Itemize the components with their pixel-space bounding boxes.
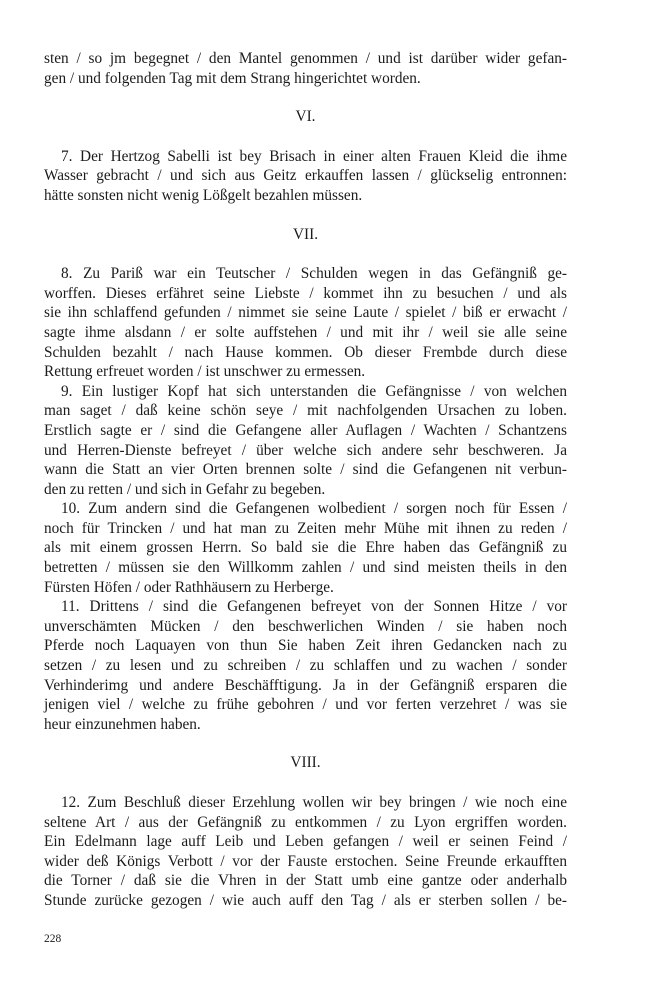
text-line: unverschämten Mücken / den beschwerlichen Winden / sie haben noch <box>44 617 567 635</box>
section-heading: VIII. <box>290 754 321 772</box>
opening-paragraph <box>44 49 567 88</box>
text-line: setzen / zu lesen und zu schreiben / zu schlaffen und zu wachen / sonder <box>44 657 567 675</box>
text-line: als mit einem grossen Herrn. So bald sie die Ehre haben das Gefängniß zu <box>44 539 567 557</box>
text-line: Pferde noch Laquayen von thun Sie haben Zeit ihren Gedancken nach zu <box>44 637 567 655</box>
paragraph-7 <box>44 147 567 206</box>
text-line: wider deß Königs Verbott / vor der Fauste erstochen. Seine Freunde erkaufften <box>44 852 567 870</box>
text-line: Rettung erfreuet worden / ist unschwer zu ermessen. <box>44 363 366 381</box>
paragraph-11 <box>44 597 567 734</box>
text-line: 8. Zu Pariß war ein Teutscher / Schulden wegen in das Gefängniß ge- <box>61 265 567 283</box>
text-line: worffen. Dieses erfähret seine Liebste / kommet ihn zu besuchen / und als <box>44 284 567 302</box>
text-line: 7. Der Hertzog Sabelli ist bey Brisach in einer alten Frauen Kleid die ihme <box>61 147 567 165</box>
text-line: Schulden bezahlt / nach Hause kommen. Ob dieser Frembde durch diese <box>44 343 567 361</box>
text-line: seltene Art / aus der Gefängniß zu entkommen / zu Lyon ergriffen worden. <box>44 813 567 831</box>
text-line: 9. Ein lustiger Kopf hat sich unterstanden die Gefängnisse / von welchen <box>61 382 567 400</box>
text-line: Fürsten Höfen / oder Rathhäusern zu Herberge. <box>44 578 334 596</box>
text-line: 11. Drittens / sind die Gefangenen befreyet von der Sonnen Hitze / vor <box>61 598 567 616</box>
text-line: hätte sonsten nicht wenig Lößgelt bezahlen müssen. <box>44 186 363 204</box>
text-line: Ein Edelmann lage auff Leib und Leben gefangen / weil er seinen Feind / <box>44 833 567 851</box>
section-heading: VII. <box>292 225 319 243</box>
text-line: jenigen viel / welche zu frühe gebohren / und vor ferten verzehret / was sie <box>44 696 567 714</box>
text-line: 12. Zum Beschluß dieser Erzehlung wollen wir bey bringen / wie noch eine <box>61 794 567 811</box>
text-line: Erstlich sagte er / sind die Gefangene aller Auflagen / Wachten / Schantzens <box>44 421 567 439</box>
section-heading: VI. <box>295 108 316 126</box>
text-line: den zu retten / und sich in Gefahr zu begeben. <box>44 480 326 498</box>
text-line: die Torner / daß sie die Vhren in der Statt umb eine gantze oder anderhalb <box>44 872 567 890</box>
text-line: Stunde zurücke gezogen / wie auch auff den Tag / als er sterben sollen / be- <box>44 891 567 909</box>
paragraph-12 <box>44 793 567 911</box>
paragraph-9 <box>44 382 567 500</box>
text-line: sie ihn schlaffend gefunden / nimmet sie seine Laute / spielet / biß er erwacht / <box>44 304 567 322</box>
text-line: noch für Trincken / und hat man zu Zeiten mehr Mühe mit ihnen zu reden / <box>44 519 567 537</box>
text-line: und Herren-Dienste befreyet / über welche sich andere sehr beschweren. Ja <box>44 441 567 459</box>
paragraph-8 <box>44 264 567 382</box>
text-line: sten / so jm begegnet / den Mantel genommen / und ist darüber wider gefan- <box>44 50 567 67</box>
text-line: gen / und folgenden Tag mit dem Strang hingerichtet worden. <box>44 69 421 87</box>
text-line: wann die Statt an vier Orten brennen solte / sind die Gefangenen nit verbun- <box>44 461 567 479</box>
paragraph-10 <box>44 499 567 597</box>
page-body <box>44 49 567 911</box>
text-line: Wasser gebracht / und sich aus Geitz erkauffen lassen / glückselig entronnen: <box>44 167 567 185</box>
text-line: Verhinderimg und andere Beschäfftigung. Ja in der Gefängniß ersparen die <box>44 676 567 694</box>
text-line: sagte ihme alsdann / er solte auffstehen / und mit ihr / weil sie alle seine <box>44 323 567 341</box>
page-number: 228 <box>44 933 62 945</box>
text-line: heur einzunehmen haben. <box>44 715 201 733</box>
text-line: 10. Zum andern sind die Gefangenen wolbedient / sorgen noch für Essen / <box>61 500 567 518</box>
text-line: man saget / daß keine schön seye / mit nachfolgenden Ursachen zu loben. <box>44 402 567 420</box>
text-line: betretten / müssen sie den Willkomm zahlen / und sind meisten theils in den <box>44 559 567 577</box>
